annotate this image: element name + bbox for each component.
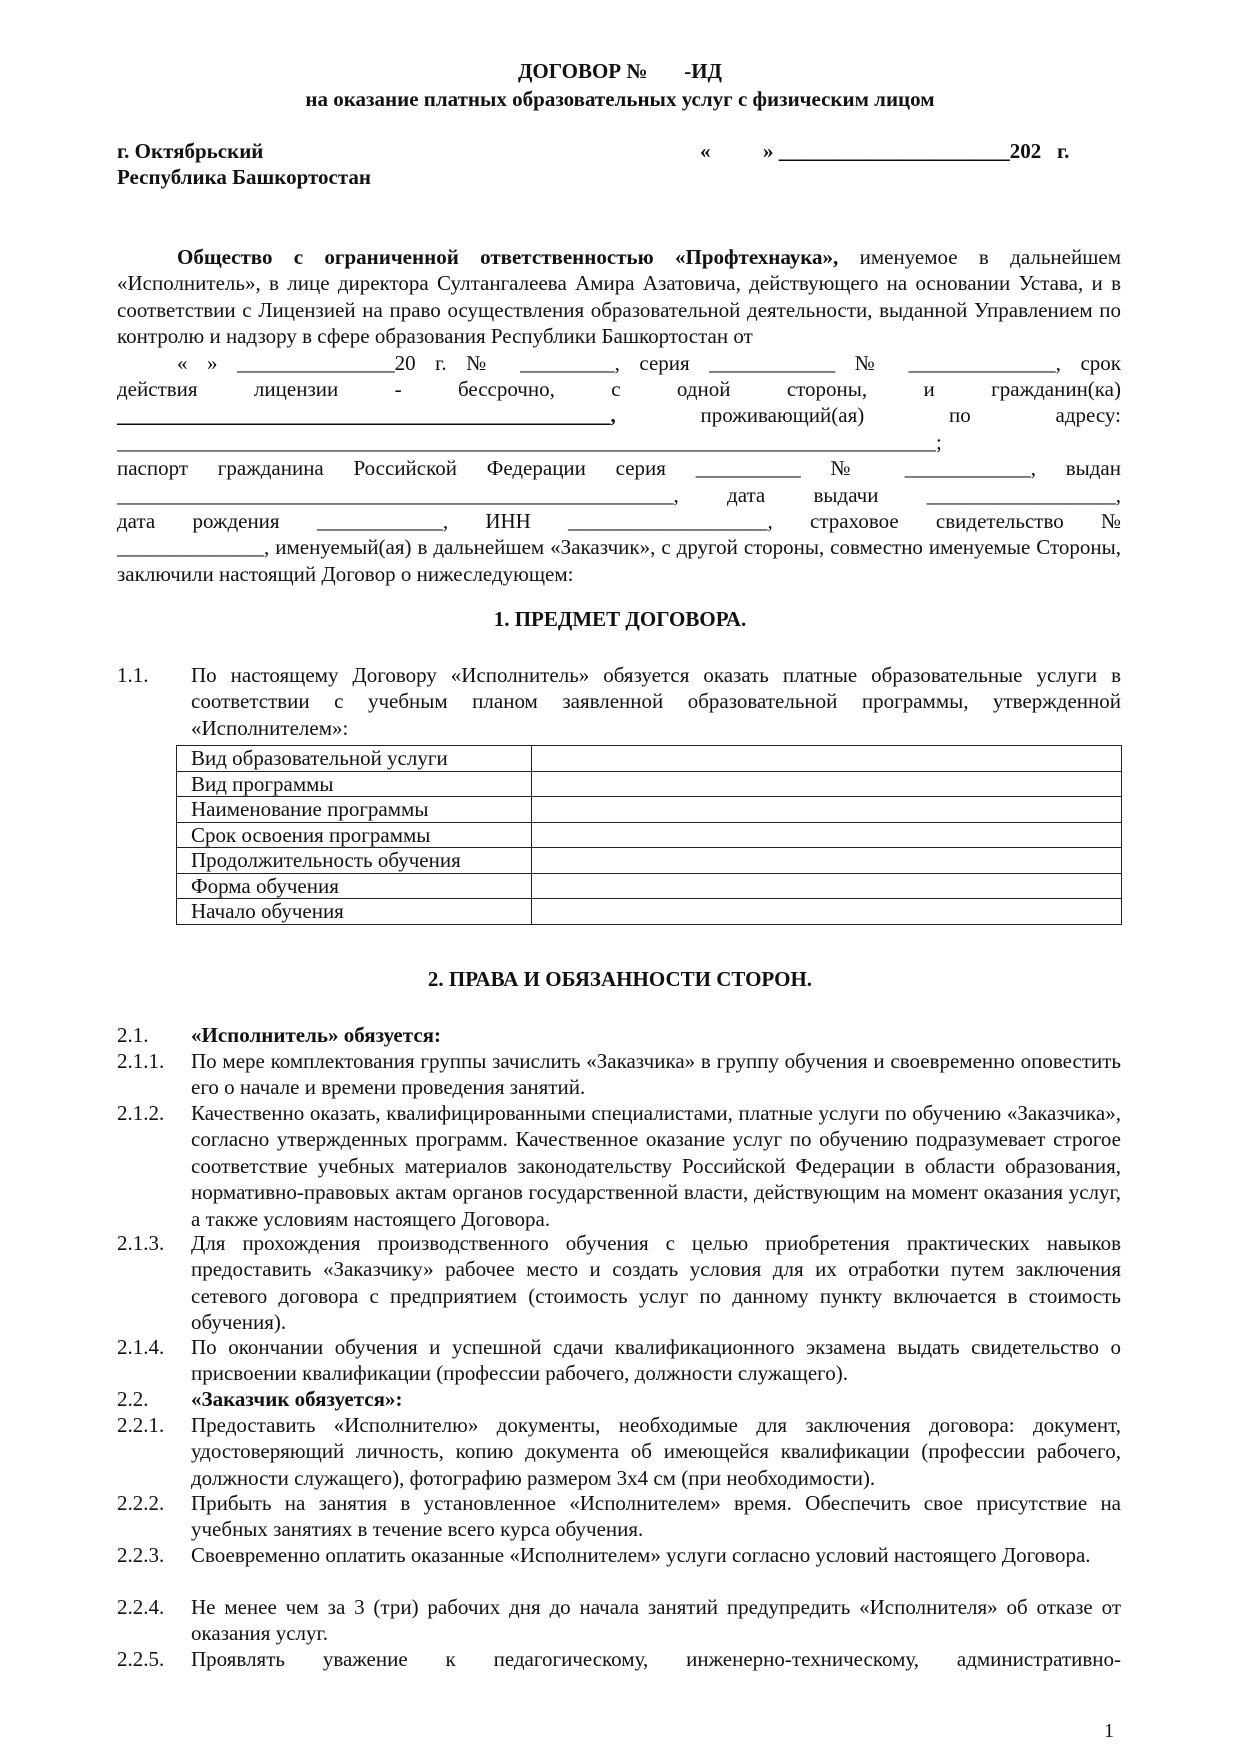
clause-number: 2.2.1.	[117, 1413, 165, 1437]
table-cell-label: Форма обучения	[177, 873, 532, 899]
clause-2-1-3	[117, 1230, 1121, 1336]
table-row	[177, 771, 1122, 797]
table-cell-value	[532, 899, 1122, 925]
clause-number: 1.1.	[117, 663, 149, 687]
clause-text: По окончании обучения и успешной сдачи квалификационного экзамена выдать свидетельство о присвоении квалификации (профессии рабочего, должности служащего).	[191, 1335, 1121, 1386]
license-validity-line: действия лицензии - бессрочно, с одной стороны, и гражданин(ка)	[117, 377, 1121, 402]
clause-2-2	[117, 1386, 1121, 1412]
clause-number: 2.2.3.	[117, 1543, 165, 1567]
clause-1-1	[117, 662, 1121, 741]
table-cell-label: Начало обучения	[177, 899, 532, 925]
city-label: г. Октябрьский	[117, 139, 264, 163]
table-cell-value	[532, 797, 1122, 823]
table-cell-value	[532, 746, 1122, 772]
clause-2-2-5	[117, 1646, 1121, 1672]
clause-text: Для прохождения производственного обучения с целью приобретения практических навыков предоставить «Заказчику» рабочее место и создать условия для их отработки путем заключения сетевого договора с предприятием (стоимость услуг по данному пункту включается в стоимость обучения).	[191, 1231, 1121, 1335]
clause-text: Предоставить «Исполнителю» документы, необходимые для заключения договора: документ, удостоверяющий личность, копию документа об имеющейся квалификации (профессии рабочего, должности служащего), фотографию размером 3х4 см (при необходимости).	[191, 1413, 1121, 1490]
table-row	[177, 899, 1122, 925]
clause-2-1-4	[117, 1334, 1121, 1387]
service-details-table	[176, 745, 1122, 925]
table-cell-value	[532, 873, 1122, 899]
contract-intro	[117, 244, 1121, 587]
clause-number: 2.1.4.	[117, 1335, 165, 1359]
citizen-address-label: проживающий(ая) по адресу:	[615, 403, 1121, 428]
clause-2-2-3	[117, 1542, 1121, 1568]
clause-2-2-4	[117, 1594, 1121, 1647]
clause-text: Качественно оказать, квалифицированными специалистами, платные услуги по обучению «Заказчика», согласно утвержденных программ. Качественное оказание услуг по обучению подразумевает строгое соответствие учебных материалов законодательству Российской Федерации в области образования, нормативно-правовых актам органов государственной власти, действующим на момент оказания услуг, а также условиям настоящего Договора.	[191, 1101, 1121, 1231]
clause-text: Проявлять уважение к педагогическому, инженерно-техническому, административно-	[191, 1647, 1121, 1671]
contract-date-line: « » ______________________202 г.	[700, 139, 1070, 163]
citizen-line	[117, 402, 1121, 428]
clause-2-2-1	[117, 1412, 1121, 1491]
region-label: Республика Башкортостан	[117, 165, 372, 189]
passport-line: паспорт гражданина Российской Федерации серия __________ № ____________, выдан	[117, 456, 1121, 481]
document-subtitle: на оказание платных образовательных услуг с физическим лицом	[305, 87, 935, 111]
table-row	[177, 873, 1122, 899]
passport-issued-line: _____________________________________________________, дата выдачи __________________,	[117, 482, 1121, 507]
license-line: « » _______________20 г. № _________, серия ____________ № ______________, срок	[177, 350, 1121, 375]
intro-text: именуемое в дальнейшем «Исполнитель», в лице директора Султангалеева Амира Азатовича, действующего на основании Устава, и в соответствии с Лицензией на право осуществления образовательной деятельности, выданной Управлением по контролю и надзору в сфере образования Республики Башкортостан от	[117, 245, 1121, 349]
clause-text: «Исполнитель» обязуется:	[191, 1023, 441, 1047]
intro-paragraph	[117, 244, 1121, 350]
section1-heading: 1. ПРЕДМЕТ ДОГОВОРА.	[493, 607, 747, 631]
clause-text: По мере комплектования группы зачислить «Заказчика» в группу обучения и своевременно оповестить его о начале и времени проведения занятий.	[191, 1049, 1121, 1100]
table-cell-label: Вид программы	[177, 771, 532, 797]
clause-text: Не менее чем за 3 (три) рабочих дня до начала занятий предупредить «Исполнителя» об отказе от оказания услуг.	[191, 1595, 1121, 1646]
clause-2-2-2	[117, 1490, 1121, 1543]
clause-2-1-1	[117, 1048, 1121, 1101]
clause-2-1	[117, 1022, 1121, 1048]
clause-2-1-2	[117, 1100, 1121, 1232]
clause-number: 2.1.2.	[117, 1101, 165, 1125]
document-title: ДОГОВОР № -ИД	[517, 59, 722, 83]
citizen-name-blank: _______________________________________________,	[117, 403, 616, 428]
clause-number: 2.1.1.	[117, 1049, 165, 1073]
table-row	[177, 797, 1122, 823]
address-blank-line: ______________________________________________________________________________;	[117, 429, 942, 454]
page-number: 1	[1104, 1720, 1114, 1742]
clause-number: 2.1.	[117, 1023, 149, 1047]
clause-text: «Заказчик обязуется»:	[191, 1387, 403, 1411]
table-cell-value	[532, 771, 1122, 797]
table-row	[177, 848, 1122, 874]
birthdate-line: дата рождения ____________, ИНН ___________________, страховое свидетельство №	[117, 509, 1121, 534]
executor-org-name: Общество с ограниченной ответственностью «Профтехнаука»,	[177, 245, 839, 269]
table-cell-label: Наименование программы	[177, 797, 532, 823]
clause-number: 2.2.4.	[117, 1595, 165, 1619]
table-cell-value	[532, 848, 1122, 874]
table-row	[177, 822, 1122, 848]
table-row	[177, 746, 1122, 772]
table-cell-value	[532, 822, 1122, 848]
table-cell-label: Продолжительность обучения	[177, 848, 532, 874]
clause-number: 2.2.2.	[117, 1491, 165, 1515]
customer-definition-line: ______________, именуемый(ая) в дальнейшем «Заказчик», с другой стороны, совместно именуемые Стороны, заключили настоящий Договор о нижеследующем:	[117, 535, 1121, 586]
clause-text: По настоящему Договору «Исполнитель» обязуется оказать платные образовательные услуги в соответствии с учебным планом заявленной образовательной программы, утвержденной «Исполнителем»:	[191, 663, 1121, 740]
table-cell-label: Срок освоения программы	[177, 822, 532, 848]
clause-number: 2.2.	[117, 1387, 149, 1411]
section2-heading: 2. ПРАВА И ОБЯЗАННОСТИ СТОРОН.	[427, 967, 813, 991]
clause-text: Своевременно оплатить оказанные «Исполнителем» услуги согласно условий настоящего Договора.	[191, 1543, 1091, 1567]
clause-text: Прибыть на занятия в установленное «Исполнителем» время. Обеспечить свое присутствие на учебных занятиях в течение всего курса обучения.	[191, 1491, 1121, 1542]
clause-number: 2.1.3.	[117, 1231, 165, 1255]
table-cell-label: Вид образовательной услуги	[177, 746, 532, 772]
clause-number: 2.2.5.	[117, 1647, 165, 1671]
